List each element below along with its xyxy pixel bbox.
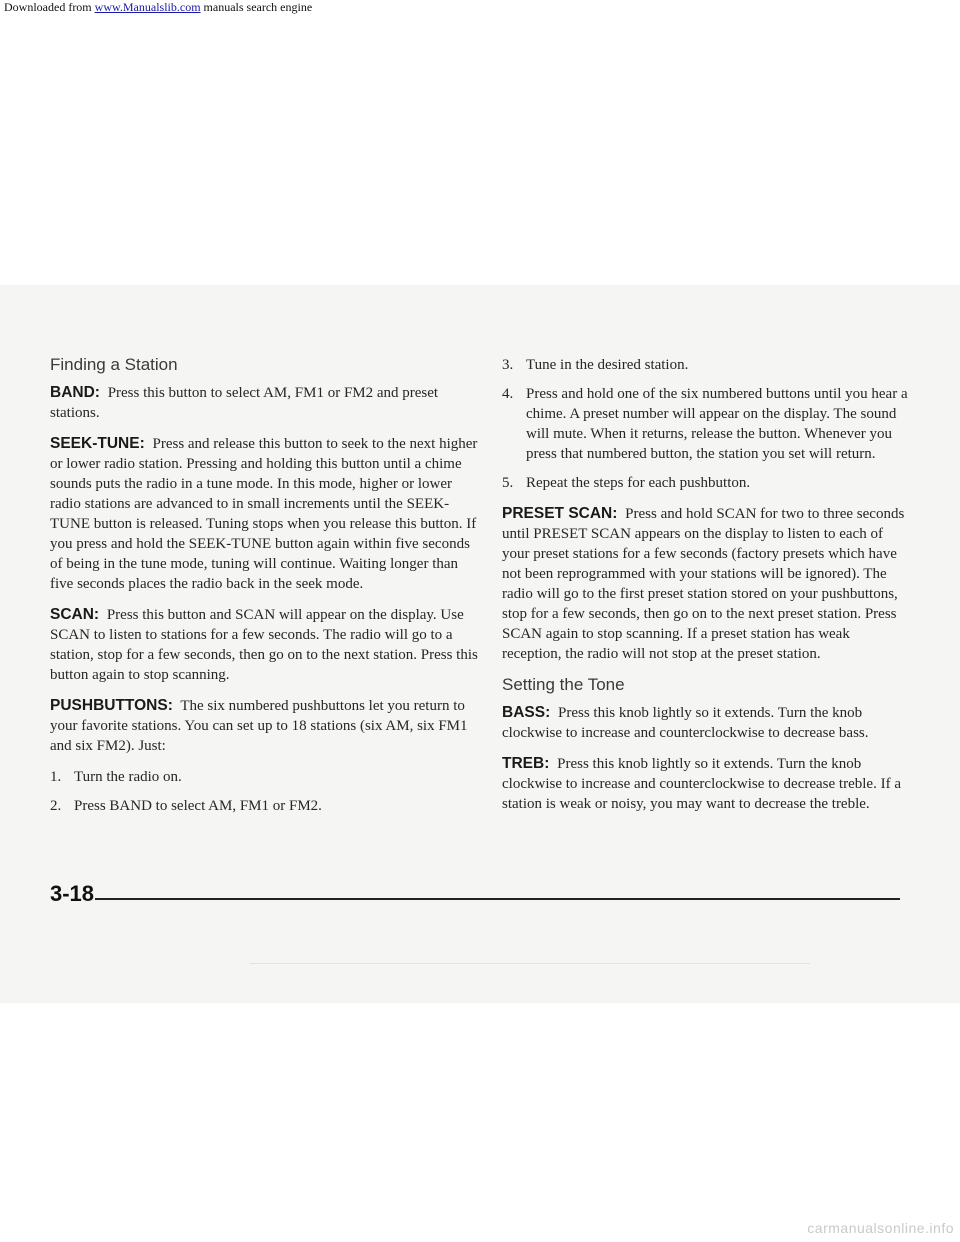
treb-text: Press this knob lightly so it extends. Turn the knob clockwise to increase and counterclockwise to decrease treble. If a station is weak or noisy, you may want to decrease the treble.: [502, 756, 901, 812]
seek-tune-text: Press and release this button to seek to the next higher or lower radio station. Pressing and holding this button until a chime sounds puts the radio in a tune mode. In this mode, higher or lower radio stations are advanced to in small increments until the SEEK-TUNE button is released. Tuning stops when you release this button. If you press and hold the SEEK-TUNE button again within five seconds of being in the tune mode, tuning will continue. Waiting longer than five seconds places the radio back in the seek mode.: [50, 436, 478, 592]
band-paragraph: [50, 383, 480, 423]
bass-text: Press this knob lightly so it extends. Turn the knob clockwise to increase and counterclockwise to decrease bass.: [502, 705, 869, 741]
section-heading-setting-tone: Setting the Tone: [502, 675, 625, 694]
step-text: Tune in the desired station.: [526, 357, 689, 373]
scan-paragraph: [50, 605, 480, 685]
treb-term: TREB:: [502, 755, 550, 772]
list-item: [502, 384, 910, 464]
watermark: carmanualsonline.info: [807, 1220, 954, 1236]
step-text: Repeat the steps for each pushbutton.: [526, 475, 751, 491]
download-prefix: Downloaded from: [4, 0, 92, 14]
bass-term: BASS:: [502, 704, 551, 721]
scan-text: Press this button and SCAN will appear on the display. Use SCAN to listen to stations for a few seconds. The radio will go to a station, stop for a few seconds, then go on to the next station. Press this button again to stop scanning.: [50, 607, 478, 683]
pushbutton-steps-continued: [502, 355, 910, 493]
step-number: 3.: [502, 357, 514, 373]
step-text: Press BAND to select AM, FM1 or FM2.: [74, 798, 322, 814]
download-suffix: manuals search engine: [203, 0, 313, 14]
step-text: Press and hold one of the six numbered buttons until you hear a chime. A preset number will appear on the display. The sound will mute. When it returns, release the button. Whenever you press that numbered button, the station you set will return.: [526, 386, 908, 462]
list-item: [502, 355, 910, 375]
seek-tune-term: SEEK-TUNE:: [50, 435, 145, 452]
list-item: [50, 767, 480, 787]
left-column: [50, 355, 480, 827]
pushbuttons-paragraph: [50, 696, 480, 756]
pushbutton-steps-list: [50, 767, 480, 816]
seek-tune-paragraph: [50, 434, 480, 594]
pushbuttons-term: PUSHBUTTONS:: [50, 697, 173, 714]
step-text: Turn the radio on.: [74, 769, 182, 785]
bass-paragraph: [502, 703, 910, 743]
step-number: 5.: [502, 475, 514, 491]
preset-scan-paragraph: [502, 504, 910, 664]
scan-term: SCAN:: [50, 606, 100, 623]
step-number: 1.: [50, 769, 62, 785]
treb-paragraph: [502, 754, 910, 814]
pushbuttons-text: The six numbered pushbuttons let you return to your favorite stations. You can set up to 18 stations (six AM, six FM1 and six FM2). Just:: [50, 698, 468, 754]
step-number: 2.: [50, 798, 62, 814]
preset-scan-term: PRESET SCAN:: [502, 505, 618, 522]
right-column: [502, 355, 910, 825]
footer-divider: [95, 898, 900, 900]
manualslib-link[interactable]: www.Manualslib.com: [94, 0, 201, 14]
band-text: Press this button to select AM, FM1 or FM2 and preset stations.: [50, 385, 439, 421]
scan-artifact-line: [250, 963, 810, 964]
band-term: BAND:: [50, 384, 100, 401]
download-banner: [4, 0, 312, 14]
preset-scan-text: Press and hold SCAN for two to three seconds until PRESET SCAN appears on the display to listen to each of your preset stations for a few seconds (factory presets which have not been reprogrammed with your stations will be ignored). The radio will go to the first preset station stored on your pushbuttons, stop for a few seconds, then go on to the next preset station. Press SCAN again to stop scanning. If a preset station has weak reception, the radio will not stop at the preset station.: [502, 506, 905, 662]
list-item: [502, 473, 910, 493]
step-number: 4.: [502, 386, 514, 402]
section-heading-finding-station: Finding a Station: [50, 355, 178, 374]
list-item: [50, 796, 480, 816]
page-number: 3-18: [50, 881, 95, 906]
